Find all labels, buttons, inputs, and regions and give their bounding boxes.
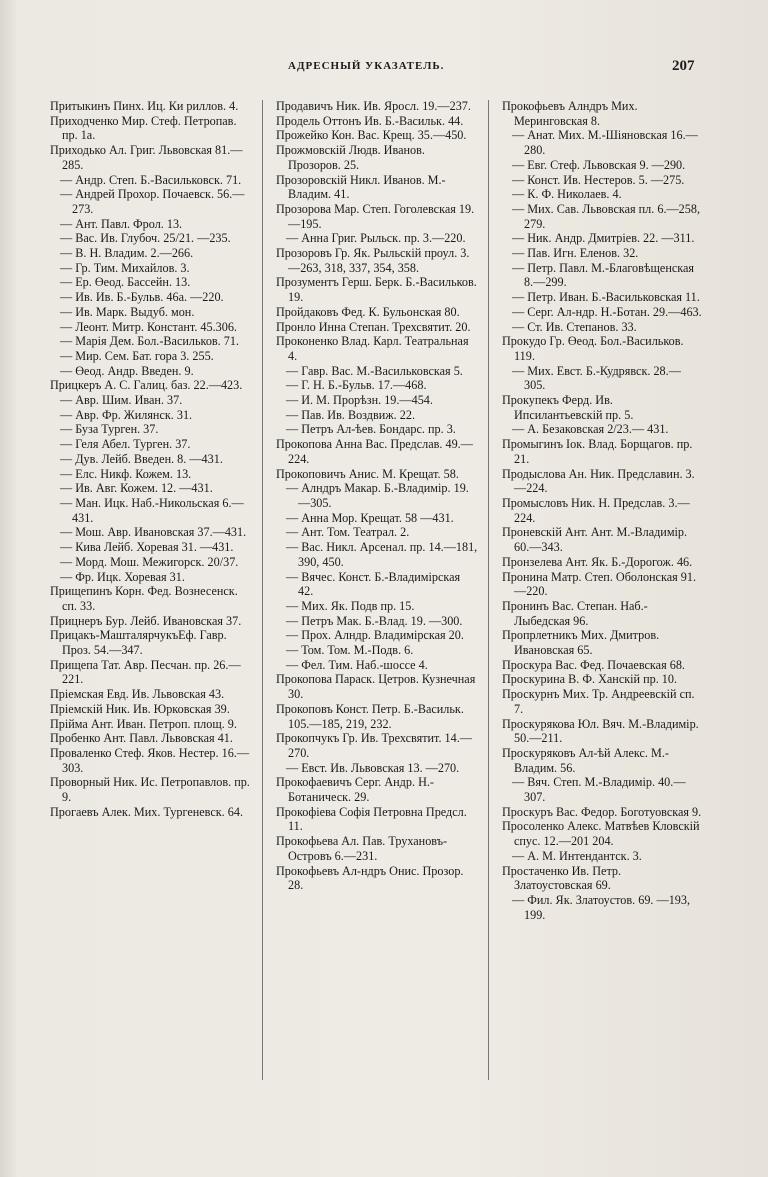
- directory-entry: — Ив. Марк. Выдуб. мон.: [60, 304, 195, 319]
- directory-entry: — Петр. Павл. М.-Благовѣщенская 8.—299.: [512, 260, 694, 290]
- directory-entry: Пронзелева Ант. Як. Б.-Дорогож. 46.: [502, 554, 693, 569]
- directory-entry: — Ив. Авг. Кожем. 12. —431.: [60, 481, 213, 496]
- directory-entry: Прокопова Параск. Цетров. Кузнечная 30.: [276, 672, 476, 702]
- directory-entry: — Серг. Ал-ндр. Н.-Ботан. 29.—463.: [512, 304, 702, 319]
- directory-entry: — Вас. Ив. Глубоч. 25/21. —235.: [60, 231, 231, 246]
- directory-entry: Приходько Ал. Григ. Львовская 81.—285.: [50, 143, 243, 172]
- directory-entry: Пронина Матр. Степ. Оболонская 91.—220.: [502, 569, 696, 599]
- directory-entry: — Петръ Ал-ѣев. Бондарс. пр. 3.: [286, 422, 456, 437]
- directory-entry: Прицкеръ А. С. Галиц. баз. 22.—423.: [50, 378, 243, 393]
- directory-entry: — Вас. Никл. Арсенал. пр. 14.—181, 390, 450.: [286, 540, 478, 569]
- directory-entry: Пропрлетникъ Мих. Дмитров. Ивановская 65.: [502, 628, 660, 658]
- directory-entry: — Геля Абел. Турген. 37.: [60, 437, 191, 452]
- directory-entry: — Конст. Ив. Нестеров. 5. —275.: [512, 172, 685, 187]
- directory-entry: Проскуряковъ Ал-ѣй Алекс. М.-Владим. 56.: [502, 745, 669, 775]
- directory-entry: — Вячес. Конст. Б.-Владимірская 42.: [286, 569, 461, 599]
- directory-entry: — Анна Григ. Рыльск. пр. 3.—220.: [286, 231, 466, 246]
- directory-entry: — А. М. Интендантск. 3.: [512, 848, 642, 863]
- directory-entry: — Петръ Мак. Б.-Влад. 19. —300.: [286, 613, 463, 628]
- directory-entry: — Г. Н. Б.-Бульв. 17.—468.: [286, 378, 427, 393]
- directory-entry: — Кива Лейб. Хоревая 31. —431.: [60, 540, 234, 555]
- directory-entry: — Пав. Игн. Еленов. 32.: [512, 246, 639, 261]
- directory-entry: — Фил. Як. Златоустов. 69. —193, 199.: [512, 892, 691, 922]
- directory-entry: Прогаевъ Алек. Мих. Тургеневск. 64.: [50, 804, 244, 819]
- directory-entry: Простаченко Ив. Петр. Златоустовская 69.: [502, 863, 622, 893]
- column-divider: [262, 100, 263, 1080]
- directory-entry: — Мих. Евст. Б.-Кудрявск. 28.—305.: [512, 363, 681, 393]
- directory-entry: — Евст. Ив. Львовская 13. —270.: [286, 760, 460, 775]
- directory-entry: — Морд. Мош. Межигорск. 20/37.: [60, 554, 239, 569]
- directory-entry: Прокоповичъ Анис. М. Крещат. 58.: [276, 466, 459, 481]
- directory-entry: Прокофіева Софія Петровна Предсл. 11.: [276, 804, 467, 834]
- directory-entry: — Буза Турген. 37.: [60, 422, 159, 437]
- directory-entry: Прожейко Кон. Вас. Крещ. 35.—450.: [276, 128, 467, 143]
- directory-entry: — Алндръ Макар. Б.-Владимір. 19.—305.: [286, 481, 469, 510]
- directory-entry: — Ив. Ив. Б.-Бульв. 46а. —220.: [60, 290, 224, 305]
- directory-entry: Прокопчукъ Гр. Ив. Трехсвятит. 14.—270.: [276, 731, 472, 760]
- directory-entry: Прищепа Тат. Авр. Песчан. пр. 26.—221.: [50, 657, 241, 687]
- directory-entry: Проскурина В. Ф. Ханскій пр. 10.: [502, 672, 678, 687]
- directory-entry: Пронло Инна Степан. Трехсвятит. 20.: [276, 319, 471, 334]
- directory-entry: Проневскій Ант. Ант. М.-Владимір. 60.—343.: [502, 525, 688, 555]
- directory-entry: Прокофьева Ал. Пав. Трухановъ-Островъ 6.—231.: [276, 834, 448, 863]
- directory-entry: Просоленко Алекс. Матвѣев Кловскій спус. 12.—201 204.: [502, 819, 700, 849]
- directory-entry: Пронинъ Вас. Степан. Наб.-Лыбедская 96.: [502, 598, 648, 628]
- directory-entry: Прицнеръ Бур. Лейб. Ивановская 37.: [50, 613, 242, 628]
- directory-entry: Притыкинъ Пинх. Иц. Ки риллов. 4.: [50, 99, 239, 113]
- directory-entry: Прокопова Анна Вас. Предслав. 49.—224.: [276, 437, 473, 466]
- directory-entry: Прищепинъ Корн. Фед. Вознесенск. сп. 33.: [50, 584, 238, 613]
- page-number: 207: [672, 58, 695, 74]
- directory-entry: — Мих. Сав. Львовская пл. 6.—258, 279.: [512, 201, 701, 231]
- directory-entry: Прокоповъ Конст. Петр. Б.-Васильк. 105.—185, 219, 232.: [276, 701, 464, 731]
- directory-entry: Прокофьевъ Ал-ндръ Онис. Прозор. 28.: [276, 863, 464, 893]
- directory-entry: — Елс. Никф. Кожем. 13.: [60, 466, 192, 481]
- directory-entry: Пробенко Ант. Павл. Львовская 41.: [50, 731, 233, 746]
- directory-entry: — Евг. Стеф. Львовская 9. —290.: [512, 157, 686, 172]
- directory-entry: — Авр. Шим. Иван. 37.: [60, 393, 183, 408]
- directory-entry: — И. М. Прорѣзн. 19.—454.: [286, 393, 433, 408]
- directory-entry: Приходченко Мир. Стеф. Петропав. пр. 1а.: [50, 113, 237, 143]
- directory-entry: Проконенко Влад. Карл. Театральная 4.: [276, 334, 469, 363]
- directory-entry: — Ер. Өеод. Бассейн. 13.: [60, 275, 191, 290]
- column-2: [276, 99, 478, 893]
- directory-entry: — Том. Том. М.-Подв. 6.: [286, 643, 414, 658]
- directory-entry: Прозорова Мар. Степ. Гоголевская 19.—195.: [276, 201, 475, 231]
- directory-entry: — Фел. Тим. Наб.-шоссе 4.: [286, 657, 428, 672]
- directory-entry: — Ст. Ив. Степанов. 33.: [512, 319, 637, 334]
- directory-entry: — Андрей Прохор. Почаевск. 56.—273.: [60, 187, 245, 216]
- page-header: [0, 58, 768, 78]
- directory-entry: — Анат. Мих. М.-Шіяновская 16.—280.: [512, 128, 698, 158]
- directory-entry: Продыслова Ан. Ник. Предславин. 3.—224.: [502, 466, 695, 496]
- directory-entry: Проскурнъ Мих. Тр. Андреевскій сп. 7.: [502, 687, 695, 716]
- directory-entry: Пройдаковъ Фед. К. Бульонская 80.: [276, 304, 460, 319]
- directory-entry: Продель Оттонъ Ив. Б.-Васильк. 44.: [276, 113, 464, 128]
- directory-entry: Пріемскій Ник. Ив. Юрковская 39.: [50, 701, 230, 716]
- directory-entry: Продавичъ Ник. Ив. Яросл. 19.—237.: [276, 99, 471, 113]
- directory-entry: Проскурякова Юл. Вяч. М.-Владимір. 50.—211.: [502, 716, 699, 746]
- directory-entry: — Гавр. Вас. М.-Васильковская 5.: [286, 363, 463, 378]
- directory-entry: Прокудо Гр. Өеод. Бол.-Васильков. 119.: [502, 334, 684, 363]
- directory-entry: — Ман. Ицк. Наб.-Никольская 6.—431.: [60, 495, 244, 525]
- column-3: [502, 99, 702, 922]
- directory-entry: Промысловъ Ник. Н. Предслав. 3.—224.: [502, 495, 690, 525]
- column-1: [50, 99, 250, 819]
- directory-entry: — Анна Мор. Крещат. 58 —431.: [286, 510, 454, 525]
- directory-entry: Прожмовскій Людв. Иванов. Прозоров. 25.: [276, 143, 425, 172]
- directory-entry: — Петр. Иван. Б.-Васильковская 11.: [512, 290, 700, 305]
- directory-entry: — Фр. Ицк. Хоревая 31.: [60, 569, 185, 584]
- directory-entry: Проскура Вас. Фед. Почаевская 68.: [502, 657, 685, 672]
- directory-entry: — Андр. Степ. Б.-Васильковск. 71.: [60, 172, 242, 187]
- directory-entry: — Мир. Сем. Бат. гора 3. 255.: [60, 348, 214, 363]
- directory-entry: Пріемская Евд. Ив. Львовская 43.: [50, 687, 225, 702]
- directory-entry: Проваленко Стеф. Яков. Нестер. 16.—303.: [50, 745, 250, 775]
- directory-entry: — К. Ф. Николаев. 4.: [512, 187, 622, 202]
- directory-entry: Проскуръ Вас. Федор. Боготуовская 9.: [502, 804, 702, 819]
- directory-entry: Промыгинъ Іок. Влад. Борщагов. пр. 21.: [502, 437, 693, 466]
- directory-entry: — Вяч. Степ. М.-Владимір. 40.—307.: [512, 775, 686, 805]
- directory-entry: — Гр. Тим. Михайлов. 3.: [60, 260, 190, 275]
- directory-entry: Прокофьевъ Алндръ Мих. Меринговская 8.: [502, 99, 638, 128]
- directory-entry: Проворный Ник. Ис. Петропавлов. пр. 9.: [50, 775, 250, 805]
- directory-entry: — Пав. Ив. Воздвиж. 22.: [286, 407, 415, 422]
- directory-entry: — Өеод. Андр. Введен. 9.: [60, 363, 194, 378]
- directory-entry: Прійма Ант. Иван. Петроп. площ. 9.: [50, 716, 237, 731]
- directory-entry: Прозоровъ Гр. Як. Рыльскій проул. 3.—263, 318, 337, 354, 358.: [276, 246, 470, 275]
- directory-entry: — Прох. Алндр. Владимірская 20.: [286, 628, 464, 643]
- running-title: АДРЕСНЫЙ УКАЗАТЕЛЬ.: [288, 60, 445, 72]
- directory-entry: — Авр. Фр. Жилянск. 31.: [60, 407, 193, 422]
- directory-entry: — Мих. Як. Подв пр. 15.: [286, 598, 415, 613]
- column-divider: [488, 100, 489, 1080]
- directory-entry: — В. Н. Владим. 2.—266.: [60, 246, 194, 261]
- directory-entry: Прокофаевичъ Серг. Андр. Н.-Ботаническ. 29.: [276, 775, 434, 805]
- directory-entry: — Ант. Том. Театрал. 2.: [286, 525, 410, 540]
- directory-entry: — Марія Дем. Бол.-Васильков. 71.: [60, 334, 239, 349]
- directory-entry: — Дув. Лейб. Введен. 8. —431.: [60, 451, 223, 466]
- directory-entry: — Леонт. Митр. Констант. 45.306.: [60, 319, 237, 334]
- directory-entry: — Мош. Авр. Ивановская 37.—431.: [60, 525, 247, 540]
- directory-entry: Прозументъ Герш. Берк. Б.-Васильков. 19.: [276, 275, 477, 305]
- directory-entry: Прозоровскій Никл. Иванов. М.-Владим. 41.: [276, 172, 446, 202]
- directory-entry: — Ант. Павл. Фрол. 13.: [60, 216, 183, 231]
- directory-entry: Прокупекъ Ферд. Ив. Ипсилантьевскій пр. 5.: [502, 393, 634, 422]
- directory-entry: — Ник. Андр. Дмитріев. 22. —311.: [512, 231, 695, 246]
- directory-entry: Прицакъ-МашталярчукъЕф. Гавр. Проз. 54.—347.: [50, 628, 227, 658]
- directory-entry: — А. Безаковская 2/23.— 431.: [512, 422, 669, 437]
